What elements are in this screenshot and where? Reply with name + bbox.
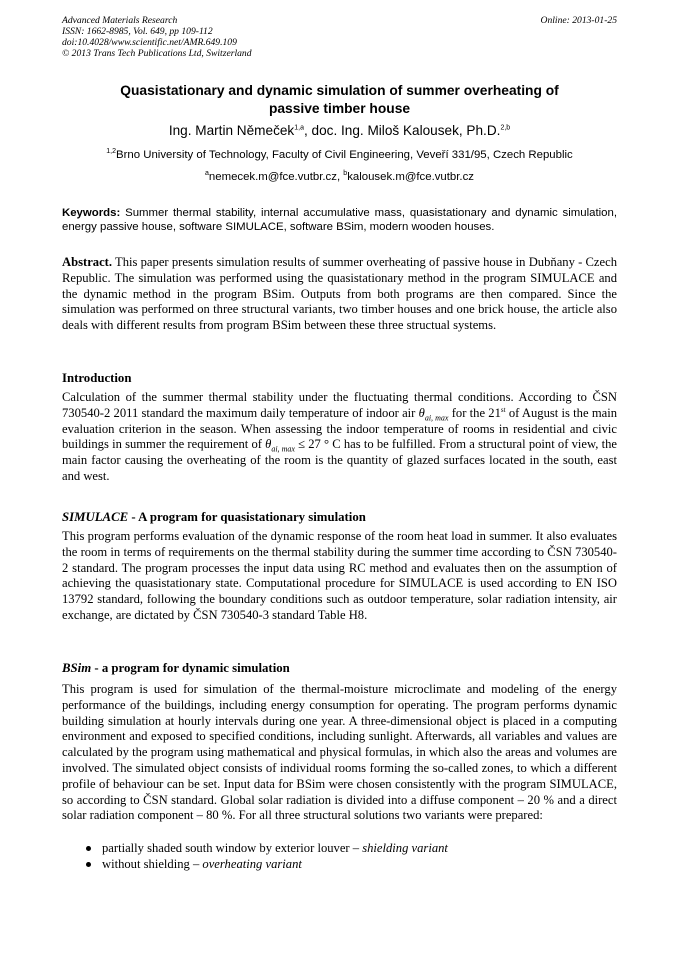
- email-b[interactable]: kalousek.m@fce.vutbr.cz: [347, 171, 474, 183]
- theta-symbol: θ: [418, 405, 425, 420]
- list-item-text: partially shaded south window by exterior louver –: [102, 841, 363, 855]
- email-a[interactable]: nemecek.m@fce.vutbr.cz: [208, 171, 337, 183]
- affiliation-mark: 1,2: [106, 148, 117, 156]
- author-2-affil: 2,b: [500, 124, 511, 132]
- keywords: [62, 206, 617, 235]
- email-b-mark: b: [343, 170, 348, 178]
- section-heading-simulace: [62, 509, 617, 525]
- list-item: [62, 856, 617, 872]
- simulace-paragraph: This program performs evaluation of the dynamic response of the room heat load in summer. It also evaluates the room in terms of requirements on the thermal stability during the summer time according to ČSN 730540-2 standard. The program processes the input data using RC method and evaluates then on the assumption of achieving the quasistationary state. Computational procedure for SIMULACE is used according to EN ISO 13792 standard, following the boundary conditions such as outdoor temperature, solar radiation intensity, air exchange, are dictated by ČSN 730540-3 standard Table H8.: [62, 529, 617, 622]
- author-2: doc. Ing. Miloš Kalousek, Ph.D.: [311, 123, 501, 138]
- list-item-text: without shielding –: [102, 857, 203, 871]
- author-separator: ,: [303, 123, 312, 138]
- author-1-affil: 1,a: [294, 124, 304, 132]
- list-item-variant: overheating variant: [202, 857, 302, 871]
- journal-doi: doi:10.4028/www.scientific.net/AMR.649.109: [62, 37, 237, 48]
- journal-name: Advanced Materials Research: [62, 15, 178, 26]
- list-item-variant: shielding variant: [362, 841, 448, 855]
- title-line-1: Quasistationary and dynamic simulation of summer overheating of: [120, 83, 559, 98]
- introduction-paragraph: [62, 390, 617, 485]
- bullet-icon: [86, 862, 91, 867]
- variant-list: [62, 840, 617, 872]
- section-heading-bsim: [62, 660, 617, 676]
- keywords-text: Summer thermal stability, internal accumulative mass, quasistationary and dynamic simulation, energy passive house, software SIMULACE, software BSim, modern wooden houses.: [62, 207, 617, 234]
- intro-text-4: ≤ 27 ° C has to be fulfilled. From a structural point of view, the main factor causing the overheating of the room is the quantity of glazed surfaces located in the south, east and west.: [62, 437, 617, 483]
- paper-title: [62, 82, 617, 118]
- affiliation-text: Brno University of Technology, Faculty of Civil Engineering, Veveří 331/95, Czech Republic: [116, 149, 573, 161]
- theta-subscript: ai, max: [271, 444, 295, 454]
- online-date: Online: 2013-01-25: [540, 15, 617, 26]
- affiliation: [62, 148, 617, 162]
- journal-header: [62, 15, 617, 59]
- ordinal-suffix: st: [500, 405, 506, 414]
- heading-program-name: SIMULACE: [62, 510, 129, 524]
- title-line-2: passive timber house: [268, 101, 411, 116]
- theta-symbol: θ: [265, 437, 272, 452]
- bsim-paragraph: This program is used for simulation of the thermal-moisture microclimate and modeling of the energy performance of the buildings, including energy consumption for operating. The program performs dynamic building simulation at hourly intervals during one year. A three-dimensional object is placed in a computing environment and exposed to specified conditions, including sunlight. Afterwards, all variables and values are calculated by the program using mathematical and physical formulas, in which also the areas and volumes are involved. The simulated object consists of individual rooms forming the so-called zones, to which a different profile of behaviour can be set. Input data for BSim were chosen consistently with the program SIMULACE, so according to ČSN standard. Global solar radiation is divided into a diffuse component – 20 % and a direct solar radiation component – 80 %. For all three structural solutions two variants were prepared:: [62, 682, 617, 823]
- intro-text-3: of August is the main evaluation criterion in the season. When assessing the indoor temperature of rooms in residential and civic buildings in summer the requirement of: [62, 405, 617, 452]
- heading-program-name: BSim: [62, 661, 92, 675]
- abstract: [62, 255, 617, 334]
- journal-issn: ISSN: 1662-8985, Vol. 649, pp 109-112: [62, 26, 213, 37]
- author-1: Ing. Martin Němeček: [168, 123, 295, 138]
- email-separator: ,: [336, 171, 344, 183]
- bullet-icon: [86, 846, 91, 851]
- journal-copyright: © 2013 Trans Tech Publications Ltd, Switzerland: [62, 48, 252, 59]
- emails: [62, 170, 617, 184]
- section-heading-introduction: Introduction: [62, 371, 132, 385]
- keywords-label: Keywords:: [62, 207, 121, 219]
- list-item: [62, 840, 617, 856]
- intro-text-1: Calculation of the summer thermal stability under the fluctuating thermal conditions. According to ČSN 730540-2 2011 standard the maximum daily temperature of indoor air: [62, 390, 617, 420]
- author-list: [62, 123, 617, 139]
- intro-text-2: for the 21: [448, 405, 501, 420]
- abstract-label: Abstract.: [62, 255, 113, 269]
- heading-rest: - A program for quasistationary simulation: [128, 510, 366, 524]
- abstract-text: This paper presents simulation results of summer overheating of passive house in Dubňany - Czech Republic. The simulation was performed using the quasistationary method in the program SIMULACE and the dynamic method in the program BSim. Outputs from both programs are then compared. Since the simulation was performed on three structural variants, two timber houses and one brick house, the article also deals with different results from program BSim between these three structual systems.: [62, 255, 617, 333]
- email-a-mark: a: [205, 170, 209, 178]
- heading-rest: - a program for dynamic simulation: [91, 661, 290, 675]
- theta-subscript: ai, max: [424, 413, 449, 423]
